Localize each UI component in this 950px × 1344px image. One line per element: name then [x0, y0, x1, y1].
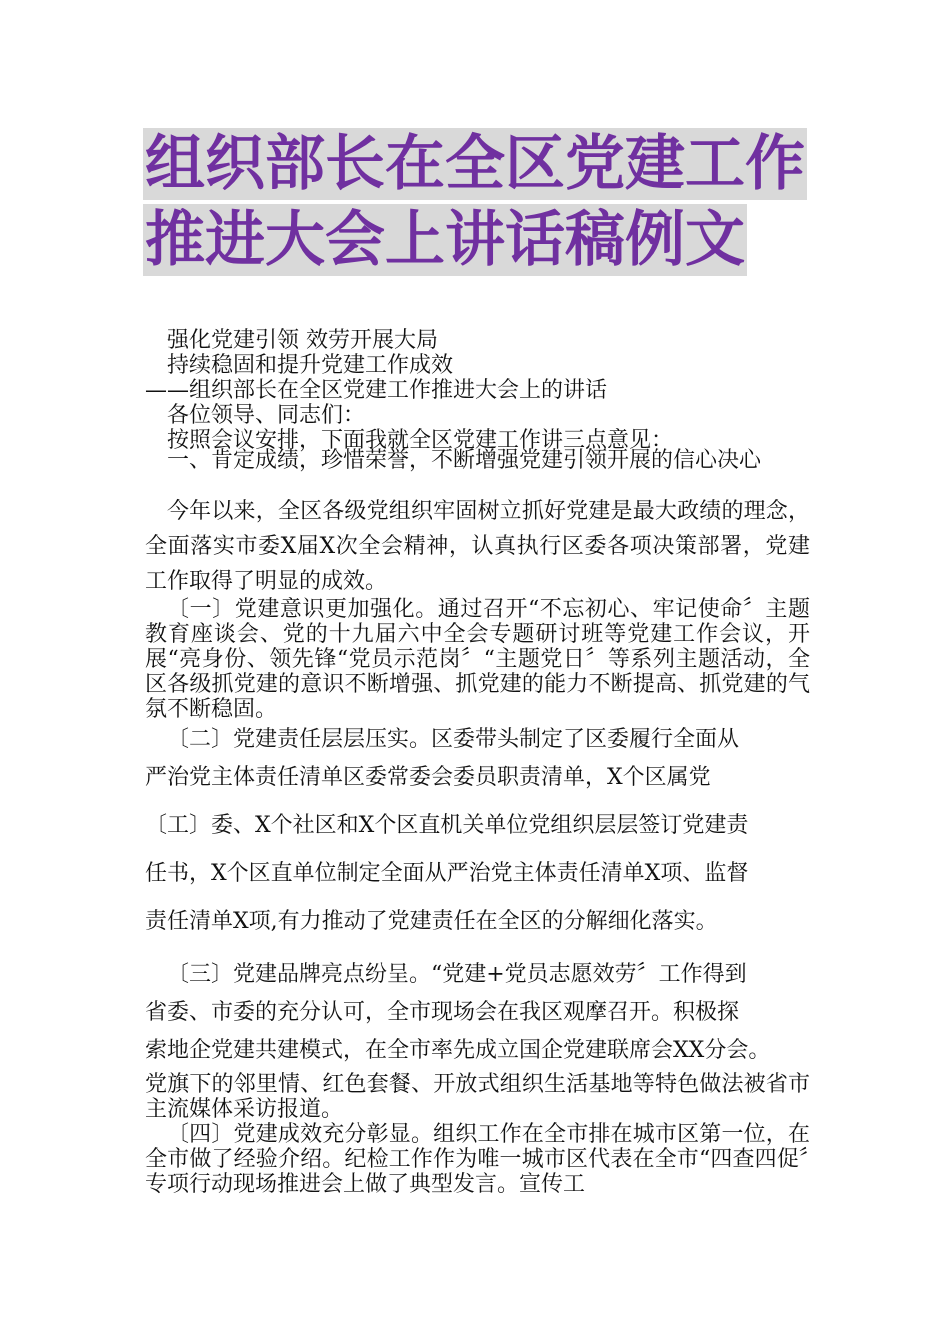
- subtitle-2: 持续稳固和提升党建工作成效: [167, 353, 454, 378]
- document-title: [143, 128, 808, 280]
- subtitle-3: ——组织部长在全区党建工作推进大会上的讲话: [145, 378, 608, 403]
- paragraph-5: 党旗下的邻里情、红色套餐、开放式组织生活基地等特色做法被省市主流媒体采访报道。: [145, 1072, 810, 1122]
- paragraph-4-line-2: 省委、市委的充分认可，全市现场会在我区观摩召开。积极探: [145, 1000, 740, 1025]
- greeting: 各位领导、同志们：: [167, 403, 366, 428]
- paragraph-4-line-3: 索地企党建共建模式，在全市率先成立国企党建联席会XX分会。: [145, 1038, 771, 1063]
- title-line-2: 推进大会上讲话稿例文: [145, 205, 745, 275]
- intro-text: 按照会议安排，下面我就全区党建工作讲三点意见：: [167, 428, 674, 453]
- paragraph-1: 今年以来，全区各级党组织牢固树立抓好党建是最大政绩的理念，全面落实市委X届X次全会精神，认真执行区委各项决策部署，党建工作取得了明显的成效。: [145, 499, 810, 594]
- paragraph-3-line-4: 任书，X个区直单位制定全面从严治党主体责任清单X项、监督: [145, 861, 749, 886]
- paragraph-3-line-5: 责任清单X项,有力推动了党建责任在全区的分解细化落实。: [145, 909, 718, 934]
- paragraph-2: 〔一〕党建意识更加强化。通过召开“不忘初心、牢记使命〞主题教育座谈会、党的十九届六中全会专题研讨班等党建工作会议，开展“亮身份、领先锋“党员示范岗〞“主题党日〞等系列主题活动，全区各级抓党建的意识不断增强、抓党建的能力不断提高、抓党建的气氛不断稳固。: [145, 597, 810, 722]
- subtitle-1: 强化党建引领 效劳开展大局: [167, 328, 438, 353]
- paragraph-3-line-3: 〔工〕委、X个社区和X个区直机关单位党组织层层签订党建责: [145, 813, 749, 838]
- section1-heading: 一、肯定成绩，珍惜荣誉，不断增强党建引领开展的信心决心: [167, 448, 762, 473]
- paragraph-6: 〔四〕党建成效充分彰显。组织工作在全市排在城市区第一位，在全市做了经验介绍。纪检工作作为唯一城市区代表在全市“四查四促〞专项行动现场推进会上做了典型发言。宣传工: [145, 1122, 810, 1197]
- title-line-1: 组织部长在全区党建工作: [145, 129, 805, 199]
- paragraph-3-line-2: 严治党主体责任清单区委常委会委员职责清单，X个区属党: [145, 765, 711, 790]
- paragraph-4-line-1: 〔三〕党建品牌亮点纷呈。“党建+党员志愿效劳〞工作得到: [167, 962, 747, 987]
- paragraph-3-line-1: 〔二〕党建责任层层压实。区委带头制定了区委履行全面从: [167, 727, 740, 752]
